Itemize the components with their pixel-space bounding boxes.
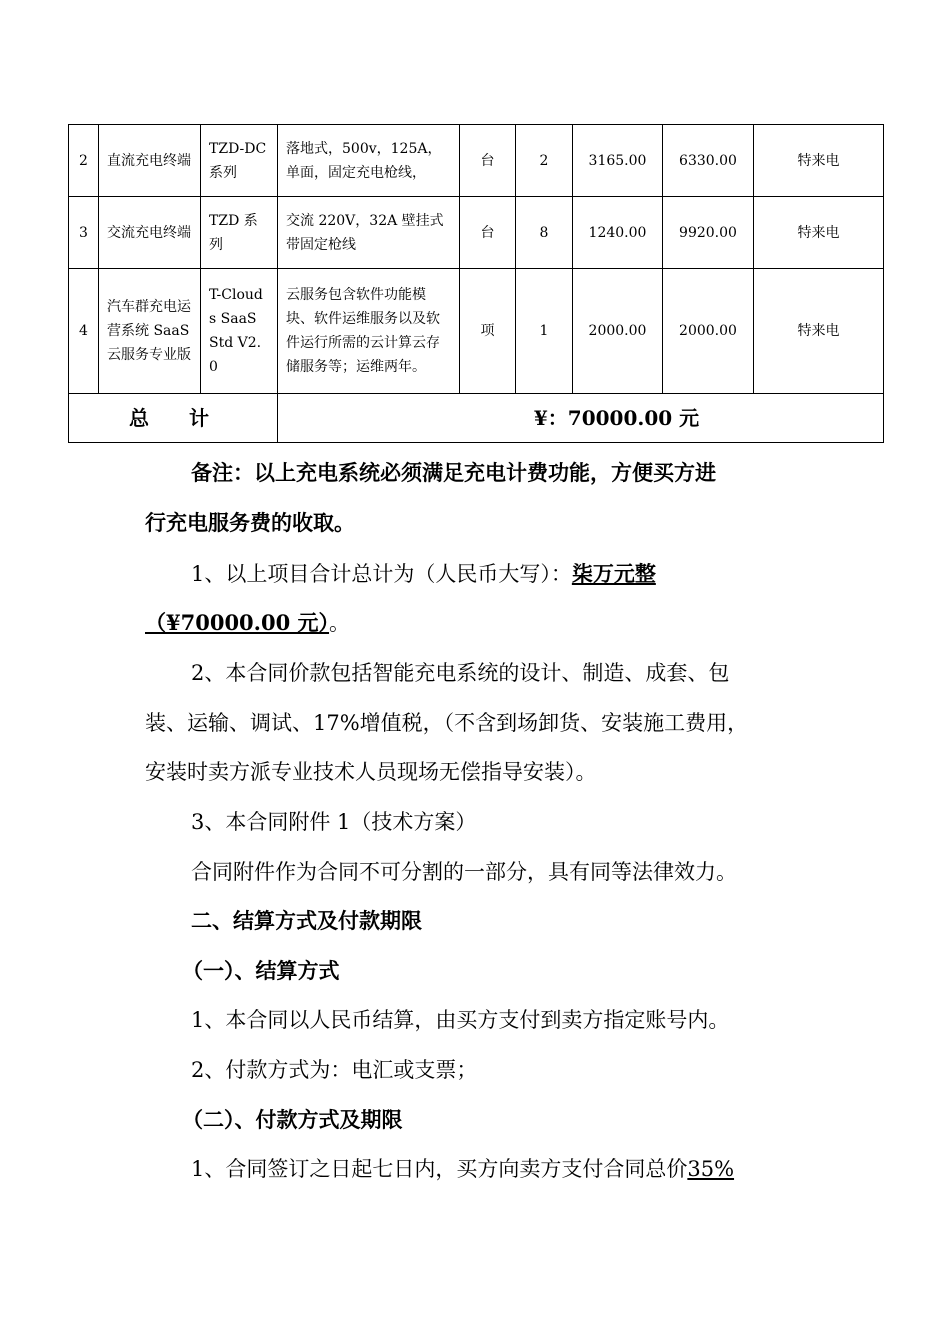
product-name: 汽车群充电运营系统 SaaS 云服务专业版 [99,269,201,394]
sub-2-item-1 [145,1143,881,1195]
product-amount: 2000.00 [663,269,754,394]
table-row [69,197,884,269]
section-2-heading: 二、结算方式及付款期限 [191,908,422,933]
product-qty: 1 [516,269,573,394]
sub-1-item-2: 2、付款方式为：电汇或支票； [191,1058,478,1082]
item-1-cont [145,597,835,649]
product-price: 2000.00 [573,269,663,394]
product-name: 直流充电终端 [99,125,201,197]
total-label: 总计 [69,394,278,443]
product-spec: 云服务包含软件功能模块、软件运维服务以及软件运行所需的云计算云存储服务等；运维两年。 [278,269,460,394]
total-row [69,394,884,443]
product-amount: 9920.00 [663,197,754,269]
sub-2-heading: （二）、付款方式及期限 [182,1107,403,1132]
item-2-line-2: 装、运输、调试、17%增值税，（不含到场卸货、安装施工费用， [145,711,749,735]
product-spec: 落地式，500v，125A，单面，固定充电枪线， [278,125,460,197]
note-line-1: 备注：以上充电系统必须满足充电计费功能，方便买方进 [191,460,716,485]
item-2-line-1: 2、本合同价款包括智能充电系统的设计、制造、成套、包 [191,661,730,685]
item-1-end: 。 [329,611,351,635]
table-row [69,125,884,197]
note-line-2: 行充电服务费的收取。 [145,510,355,535]
product-model: TZD-DC 系列 [201,125,278,197]
product-unit: 台 [460,197,516,269]
product-brand: 特来电 [754,197,884,269]
row-number: 2 [69,125,99,197]
item-1-prefix: 1、以上项目合计总计为（人民币大写）： [191,562,572,586]
item-3: 3、本合同附件 1（技术方案） [191,810,477,834]
product-unit: 台 [460,125,516,197]
amount-in-words: 柒万元整 [571,561,656,586]
row-number: 3 [69,197,99,269]
table-row [69,269,884,394]
product-qty: 2 [516,125,573,197]
item-1 [145,548,881,600]
product-qty: 8 [516,197,573,269]
row-number: 4 [69,269,99,394]
product-spec: 交流 220V，32A 壁挂式带固定枪线 [278,197,460,269]
product-price: 3165.00 [573,125,663,197]
product-brand: 特来电 [754,125,884,197]
product-price: 1240.00 [573,197,663,269]
sub-2-item-1-text: 1、合同签订之日起七日内，买方向卖方支付合同总价 [191,1157,688,1181]
payment-percent: 35% [687,1157,735,1181]
product-table [68,124,884,443]
product-model: T-Clouds SaaS Std V2.0 [201,269,278,394]
product-model: TZD 系列 [201,197,278,269]
item-2-line-3: 安装时卖方派专业技术人员现场无偿指导安装）。 [145,760,597,784]
sub-1-item-1: 1、本合同以人民币结算，由买方支付到卖方指定账号内。 [191,1008,730,1032]
product-amount: 6330.00 [663,125,754,197]
total-amount: ¥：70000.00 元 [278,394,884,443]
product-unit: 项 [460,269,516,394]
product-name: 交流充电终端 [99,197,201,269]
item-3-desc: 合同附件作为合同不可分割的一部分，具有同等法律效力。 [191,860,737,884]
sub-1-heading: （一）、结算方式 [182,958,340,983]
product-brand: 特来电 [754,269,884,394]
amount-in-figures: （¥70000.00 元） [145,610,330,635]
